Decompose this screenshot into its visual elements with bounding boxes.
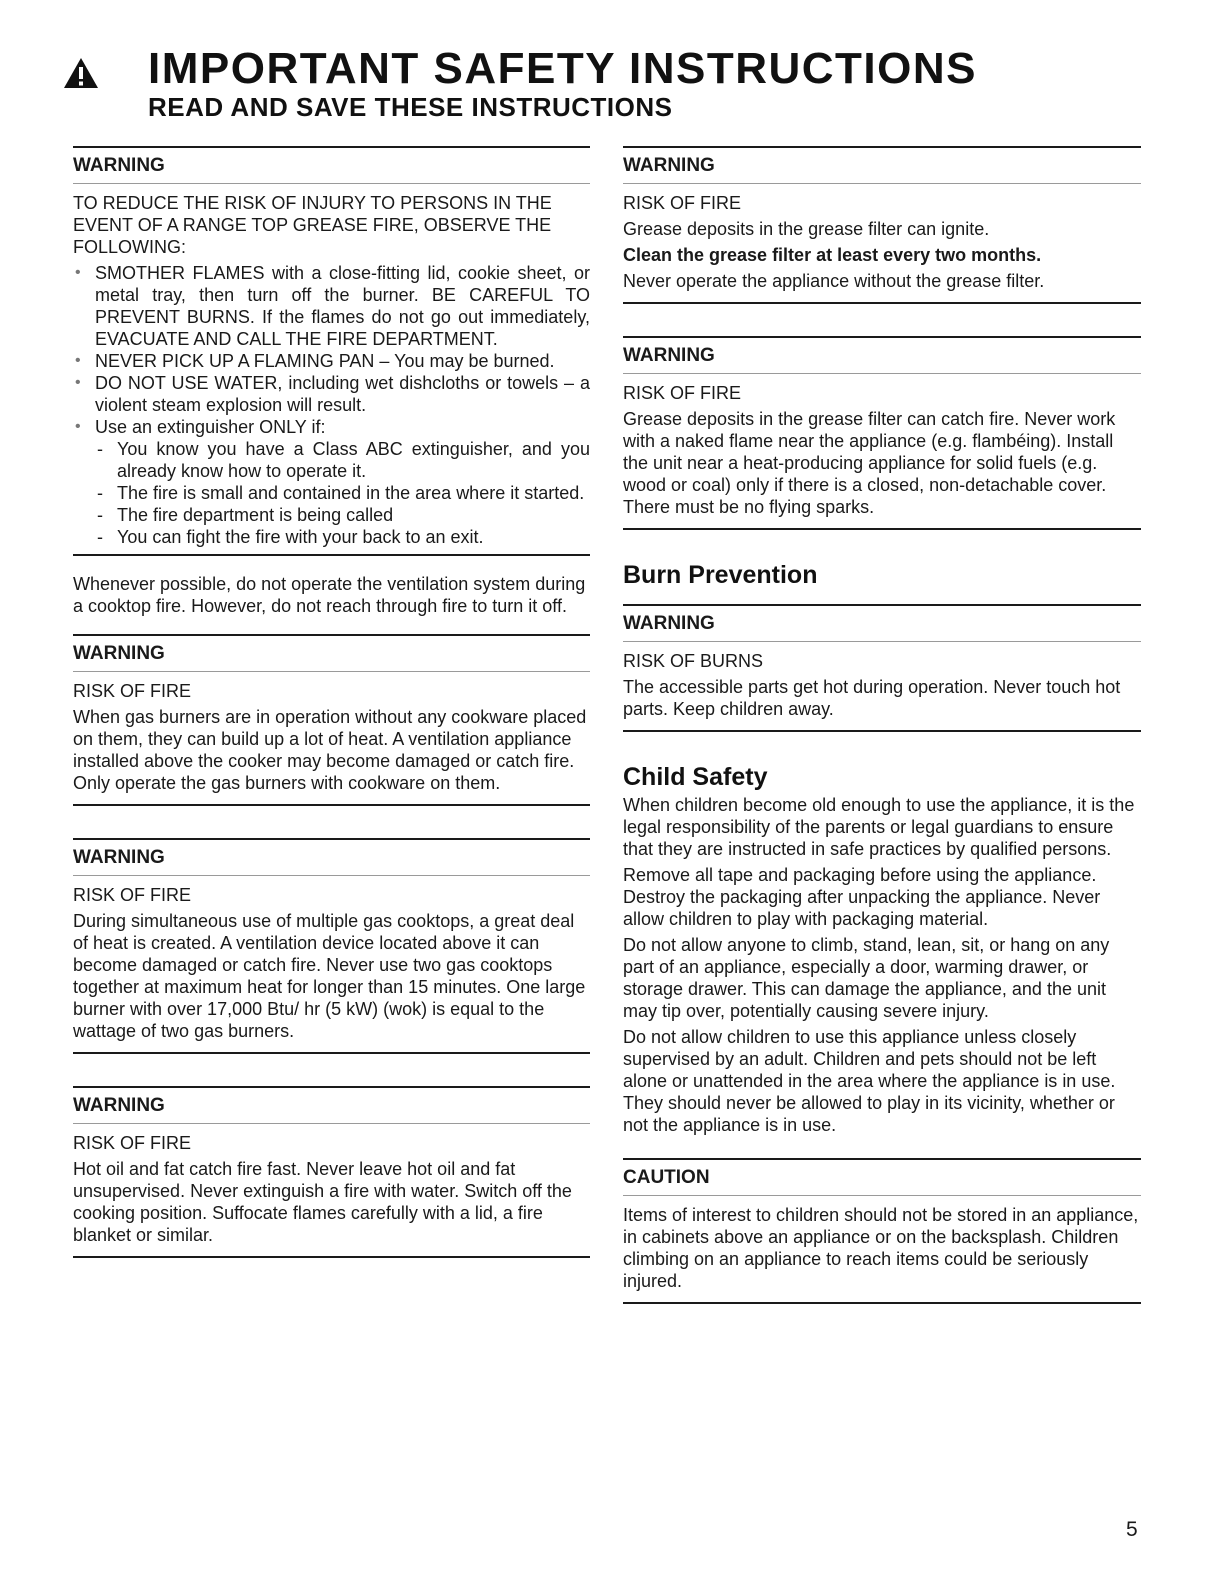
warning-box-grease-fire [73, 146, 590, 556]
warning-text: When gas burners are in operation without any cookware placed on them, they can build up a lot of heat. A ventilation appliance installed above the cooker may become damaged or catch fire. Only operate the gas burners with cookware on them. [73, 707, 587, 793]
sub-list-item: - You know you have a Class ABC extinguisher, and you already know how to operate it. [95, 438, 590, 482]
page-title: IMPORTANT SAFETY INSTRUCTIONS [148, 44, 977, 93]
child-safety-paragraph: Remove all tape and packaging before using the appliance. Destroy the packaging after unpacking the appliance. Never allow children to play with packaging material. [623, 865, 1101, 929]
warning-emphasis: Clean the grease filter at least every two months. [623, 245, 1042, 265]
page-number: 5 [1126, 1518, 1138, 1541]
warning-box-gas-burners [73, 634, 590, 806]
warning-intro: TO REDUCE THE RISK OF INJURY TO PERSONS IN THE EVENT OF A RANGE TOP GREASE FIRE, OBSERVE THE FOLLOWING: [73, 193, 552, 257]
warning-heading: WARNING [73, 148, 590, 184]
caution-heading: CAUTION [623, 1160, 1141, 1196]
warning-text: Hot oil and fat catch fire fast. Never leave hot oil and fat unsupervised. Never extinguish a fire with water. Switch off the cooking position. Suffocate flames carefully with a lid, a fire blanket or similar. [73, 1159, 572, 1245]
sub-list-item: - The fire department is being called [95, 504, 590, 526]
risk-label: RISK OF FIRE [73, 1133, 192, 1153]
warning-heading: WARNING [623, 606, 1141, 642]
warning-heading: WARNING [73, 636, 590, 672]
list-item-text: Use an extinguisher ONLY if: [95, 417, 326, 437]
warning-text: The accessible parts get hot during operation. Never touch hot parts. Keep children away. [623, 677, 1121, 719]
risk-label: RISK OF FIRE [73, 681, 192, 701]
warning-box-burns [623, 604, 1141, 732]
warning-box-grease-filter [623, 146, 1141, 304]
warning-box-hot-oil [73, 1086, 590, 1258]
list-item: • SMOTHER FLAMES with a close-fitting lid, cookie sheet, or metal tray, then turn off the burner. BE CAREFUL TO PREVENT BURNS. If the flames do not go out immediately, EVACUATE AND CALL THE FIRE DEPARTMENT. [73, 262, 590, 350]
section-title-burn-prevention: Burn Prevention [623, 561, 818, 589]
warning-text: Never operate the appliance without the grease filter. [623, 271, 1045, 291]
list-item [73, 416, 590, 548]
warning-heading: WARNING [623, 148, 1141, 184]
warning-triangle-icon [62, 56, 100, 90]
caution-box [623, 1158, 1141, 1304]
caution-text: Items of interest to children should not be stored in an appliance, in cabinets above an appliance or on the backsplash. Children climbing on an appliance to reach items could be seriously injured. [623, 1205, 1139, 1291]
sub-list-item: - You can fight the fire with your back to an exit. [95, 526, 590, 548]
left-column [73, 146, 590, 1258]
warning-text: Grease deposits in the grease filter can ignite. [623, 219, 990, 239]
warning-text: Grease deposits in the grease filter can catch fire. Never work with a naked flame near the appliance (e.g. flambéing). Install the unit near a heat-producing appliance for solid fuels (e.g. wood or coal) only if there is a closed, non-detachable cover. There must be no flying sparks. [623, 409, 1116, 517]
list-item: • DO NOT USE WATER, including wet dishcloths or towels – a violent steam explosion will result. [73, 372, 590, 416]
bullet-list [73, 262, 590, 548]
risk-label: RISK OF FIRE [73, 885, 192, 905]
warning-text: During simultaneous use of multiple gas cooktops, a great deal of heat is created. A ventilation device located above it can become damaged or catch fire. Never use two gas cooktops together at maximum heat for longer than 15 minutes. One large burner with over 17,000 Btu/ hr (5 kW) (wok) is equal to the wattage of two gas burners. [73, 911, 586, 1041]
ventilation-note: Whenever possible, do not operate the ventilation system during a cooktop fire. However, do not reach through fire to turn it off. [73, 574, 586, 616]
risk-label: RISK OF BURNS [623, 651, 764, 671]
warning-box-multiple-cooktops [73, 838, 590, 1054]
warning-box-naked-flame [623, 336, 1141, 530]
sub-list-item: - The fire is small and contained in the area where it started. [95, 482, 590, 504]
warning-heading: WARNING [73, 840, 590, 876]
risk-label: RISK OF FIRE [623, 193, 742, 213]
child-safety-paragraph: When children become old enough to use the appliance, it is the legal responsibility of the parents or legal guardians to ensure that they are instructed in safe practices by qualified persons. [623, 795, 1135, 859]
sub-list [95, 438, 590, 548]
risk-label: RISK OF FIRE [623, 383, 742, 403]
section-title-child-safety: Child Safety [623, 763, 768, 791]
page-subtitle: READ AND SAVE THESE INSTRUCTIONS [148, 92, 673, 122]
list-item: • NEVER PICK UP A FLAMING PAN – You may be burned. [73, 350, 590, 372]
child-safety-paragraph: Do not allow children to use this appliance unless closely supervised by an adult. Children and pets should not be left alone or unattended in the area where the appliance is in use. They should never be allowed to play in its vicinity, whether or not the appliance is in use. [623, 1027, 1116, 1135]
warning-heading: WARNING [623, 338, 1141, 374]
warning-heading: WARNING [73, 1088, 590, 1124]
right-column [623, 146, 1141, 1304]
child-safety-paragraph: Do not allow anyone to climb, stand, lean, sit, or hang on any part of an appliance, especially a door, warming drawer, or storage drawer. This can damage the appliance, and the unit may tip over, potentially causing severe injury. [623, 935, 1110, 1021]
